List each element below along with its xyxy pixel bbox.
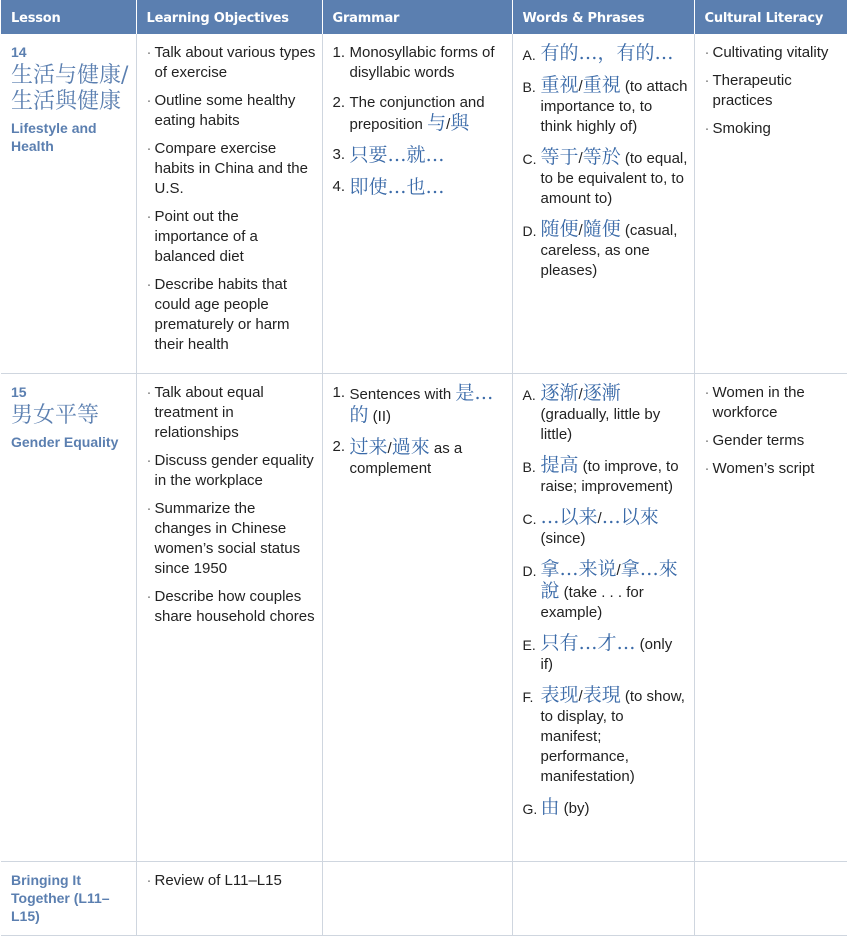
objectives-list: [147, 383, 316, 627]
lesson-english-title: Gender Equality: [11, 434, 119, 450]
words-cell: [512, 34, 694, 374]
grammar-item: [333, 93, 506, 135]
item-marker: B.: [522, 79, 536, 95]
lesson-english-title: Lifestyle and Health: [11, 120, 97, 154]
item-content: [350, 145, 506, 167]
curriculum-table: [1, 0, 847, 936]
words-cell: [512, 862, 694, 936]
item-marker: 2.: [332, 438, 346, 455]
english-text: Monosyllabic forms of disyllabic words: [349, 44, 495, 81]
lesson-chinese-title: 生活与健康/生活與健康: [11, 63, 129, 114]
grammar-item: [333, 437, 506, 479]
item-content: [541, 559, 688, 623]
word-item: [523, 559, 688, 623]
english-text: (take . . . for example): [540, 584, 644, 621]
item-content: [350, 93, 506, 135]
item-content: [541, 685, 688, 787]
english-text: as a complement: [349, 440, 463, 477]
culture-list: [705, 43, 842, 139]
culture-item: · Women’s script: [705, 459, 842, 479]
english-text: (II): [368, 408, 392, 425]
english-text: /: [597, 510, 602, 527]
header-words-phrases: Words & Phrases: [512, 0, 694, 34]
chinese-text: 拿…來說: [540, 558, 678, 602]
word-item: [523, 219, 688, 281]
item-content: [541, 75, 688, 137]
chinese-text: 只有…才…: [540, 632, 636, 654]
objectives-cell: [136, 34, 322, 374]
culture-list: [705, 383, 842, 479]
objective-item: · Compare exercise habits in China and the U.S.: [147, 139, 316, 199]
chinese-text: 只要…就…: [349, 144, 445, 166]
words-cell: [512, 374, 694, 862]
header-lesson: Lesson: [1, 0, 136, 34]
english-text: /: [616, 562, 621, 579]
header-cultural-literacy: Cultural Literacy: [694, 0, 847, 34]
word-item: [523, 455, 688, 497]
english-text: /: [578, 386, 583, 403]
word-item: [523, 797, 688, 819]
lesson-cell: [1, 862, 136, 936]
grammar-list: [333, 383, 506, 479]
item-content: [541, 43, 688, 65]
header-learning-objectives: Learning Objectives: [136, 0, 322, 34]
item-content: [350, 177, 506, 199]
objective-item: · Summarize the changes in Chinese women’s social status since 1950: [147, 499, 316, 579]
english-text: (gradually, little by little): [540, 406, 661, 443]
english-text: (casual, careless, as one pleases): [540, 222, 678, 279]
english-text: (only if): [540, 636, 673, 673]
grammar-item: [333, 177, 506, 199]
chinese-text: 有的…，有的…: [540, 42, 674, 64]
item-content: [541, 633, 688, 675]
chinese-text: 表现: [540, 684, 579, 706]
item-marker: 1.: [332, 384, 346, 401]
chinese-text: 拿…来说: [540, 558, 617, 580]
header-grammar: Grammar: [322, 0, 512, 34]
objective-item: · Review of L11–L15: [147, 871, 316, 891]
chinese-text: 由: [540, 796, 560, 818]
chinese-text: 是…的: [349, 382, 494, 426]
lesson-english-title: Bringing It Together (L11–L15): [11, 872, 110, 924]
chinese-text: 過來: [391, 436, 430, 458]
item-content: [350, 437, 506, 479]
word-item: [523, 507, 688, 549]
word-item: [523, 685, 688, 787]
grammar-item: [333, 383, 506, 427]
chinese-text: 隨便: [582, 218, 621, 240]
objective-item: · Outline some healthy eating habits: [147, 91, 316, 131]
english-text: Sentences with: [349, 386, 456, 403]
item-content: [541, 383, 688, 445]
objective-item: · Describe habits that could age people prematurely or harm their health: [147, 275, 316, 355]
word-item: [523, 633, 688, 675]
objective-item: · Point out the importance of a balanced diet: [147, 207, 316, 267]
lesson-row: [1, 34, 847, 374]
chinese-text: 随便: [540, 218, 579, 240]
chinese-text: 逐渐: [540, 382, 579, 404]
lesson-cell: [1, 34, 136, 374]
item-marker: D.: [522, 223, 537, 239]
words-list: [523, 43, 688, 281]
english-text: (to equal, to be equivalent to, to amount to): [540, 150, 688, 207]
english-text: The conjunction and preposition: [349, 94, 485, 133]
item-marker: F.: [522, 689, 534, 705]
lesson-chinese-title: 男女平等: [11, 403, 100, 428]
item-marker: A.: [522, 47, 536, 63]
chinese-text: 表現: [582, 684, 621, 706]
item-marker: 4.: [332, 178, 346, 195]
english-text: /: [446, 116, 451, 133]
culture-item: · Cultivating vitality: [705, 43, 842, 63]
culture-item: · Therapeutic practices: [705, 71, 842, 111]
chinese-text: 重视: [540, 74, 579, 96]
culture-cell: [694, 34, 847, 374]
chinese-text: 重視: [582, 74, 621, 96]
chinese-text: …以来: [540, 506, 598, 528]
header-row: [1, 0, 847, 34]
item-marker: 3.: [332, 146, 346, 163]
chinese-text: …以來: [601, 506, 659, 528]
english-text: /: [578, 150, 583, 167]
objective-item: · Talk about equal treatment in relationships: [147, 383, 316, 443]
word-item: [523, 43, 688, 65]
english-text: /: [578, 688, 583, 705]
chinese-text: 即使…也…: [349, 176, 445, 198]
grammar-list: [333, 43, 506, 199]
words-list: [523, 383, 688, 819]
chinese-text: 等于: [540, 146, 579, 168]
lesson-row: [1, 374, 847, 862]
item-content: [541, 455, 688, 497]
english-text: (to improve, to raise; improvement): [540, 458, 679, 495]
chinese-text: 與: [450, 112, 470, 134]
chinese-text: 过来: [349, 436, 388, 458]
culture-cell: [694, 374, 847, 862]
item-marker: B.: [522, 459, 536, 475]
item-marker: 2.: [332, 94, 346, 111]
culture-item: · Gender terms: [705, 431, 842, 451]
chinese-text: 与: [427, 112, 447, 134]
english-text: /: [387, 440, 392, 457]
lesson-cell: [1, 374, 136, 862]
english-text: (since): [540, 530, 586, 547]
objectives-list: [147, 43, 316, 355]
objectives-cell: [136, 374, 322, 862]
item-content: [541, 797, 688, 819]
item-marker: C.: [522, 511, 537, 527]
culture-item: · Smoking: [705, 119, 842, 139]
objective-item: · Discuss gender equality in the workplace: [147, 451, 316, 491]
item-content: [541, 507, 688, 549]
item-marker: 1.: [332, 44, 346, 61]
item-marker: A.: [522, 387, 536, 403]
culture-item: · Women in the workforce: [705, 383, 842, 423]
grammar-item: [333, 145, 506, 167]
item-marker: G.: [522, 801, 538, 817]
word-item: [523, 75, 688, 137]
grammar-item: [333, 43, 506, 83]
item-content: [541, 219, 688, 281]
english-text: (by): [559, 800, 590, 817]
word-item: [523, 383, 688, 445]
item-content: [350, 383, 506, 427]
grammar-cell: [322, 34, 512, 374]
objective-item: · Talk about various types of exercise: [147, 43, 316, 83]
grammar-cell: [322, 374, 512, 862]
lesson-number: 15: [11, 384, 27, 400]
objective-item: · Describe how couples share household chores: [147, 587, 316, 627]
chinese-text: 等於: [582, 146, 621, 168]
grammar-cell: [322, 862, 512, 936]
lesson-number: 14: [11, 44, 27, 60]
objectives-list: [147, 871, 316, 891]
english-text: (to show, to display, to manifest; performance, manifestation): [540, 688, 685, 785]
objectives-cell: [136, 862, 322, 936]
item-marker: E.: [522, 637, 536, 653]
item-marker: D.: [522, 563, 537, 579]
english-text: /: [578, 78, 583, 95]
english-text: (to attach importance to, to think highly of): [540, 78, 688, 135]
english-text: /: [578, 222, 583, 239]
word-item: [523, 147, 688, 209]
item-content: [541, 147, 688, 209]
item-content: [350, 43, 506, 83]
item-marker: C.: [522, 151, 537, 167]
lesson-row: [1, 862, 847, 936]
culture-cell: [694, 862, 847, 936]
chinese-text: 提高: [540, 454, 579, 476]
table-body: [1, 34, 847, 936]
chinese-text: 逐漸: [582, 382, 621, 404]
